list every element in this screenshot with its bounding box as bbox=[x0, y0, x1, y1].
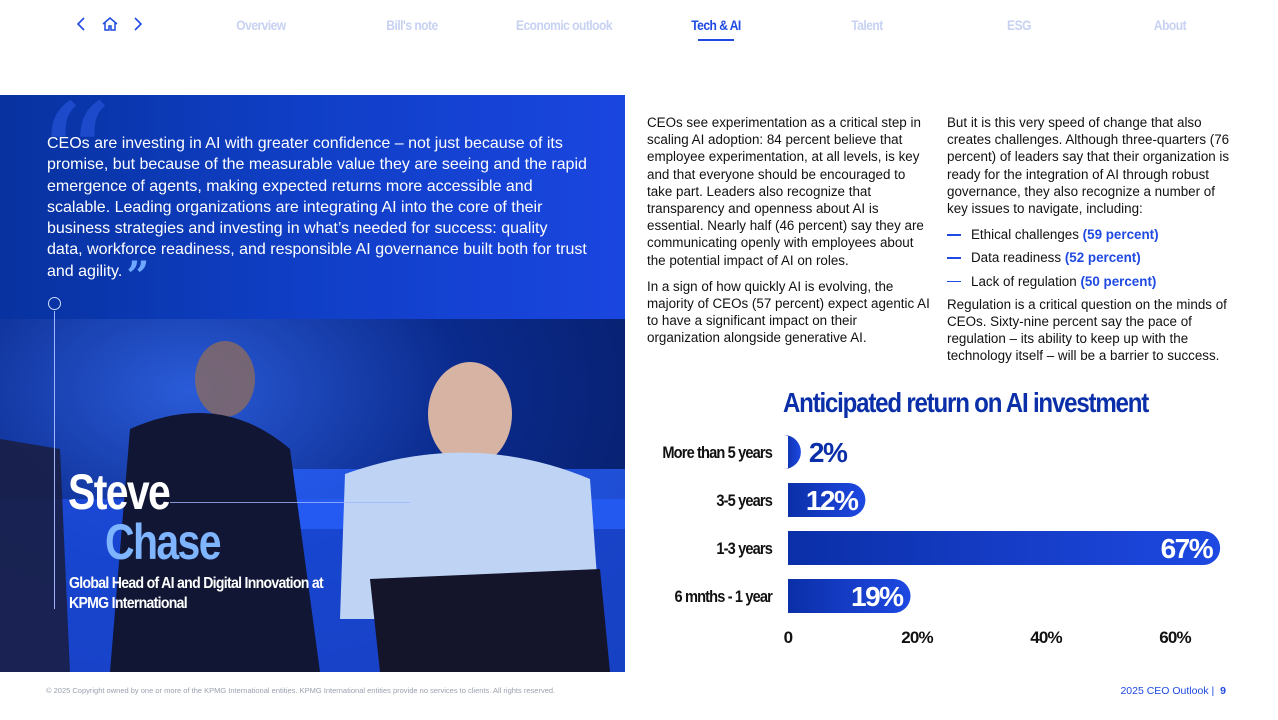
category-label: 3-5 years bbox=[716, 492, 772, 511]
paragraph: But it is this very speed of change that also creates challenges. Although three-quarters (76 percent) of leaders say that their organization is ready for the integration of AI through robust governance, they also recognize a number of key issues to navigate, including: bbox=[947, 115, 1230, 217]
issue-value: (59 percent) bbox=[1082, 227, 1159, 243]
body-column-1 bbox=[647, 114, 932, 356]
x-tick-label: 20% bbox=[901, 628, 933, 647]
open-quote-icon: “ bbox=[36, 95, 113, 247]
issue-value: (50 percent) bbox=[1080, 273, 1157, 289]
tab-overview[interactable]: Overview bbox=[236, 17, 286, 33]
quote-body: CEOs are investing in AI with greater confidence – not just because of its promise, but because of the measurable value they are seeing and the rapid emergence of agents, making expected returns more accessible and scalable. Leading organizations are integrating AI into the core of their business strategies and investing in what’s needed for success: quality data, workforce readiness, and responsible AI governance built both for trust and agility. bbox=[47, 135, 587, 280]
paragraph: In a sign of how quickly AI is evolving, the majority of CEOs (57 percent) expect agentic AI to have a significant impact on their organization alongside generative AI. bbox=[647, 278, 930, 346]
tab-bills-note[interactable]: Bill's note bbox=[386, 17, 438, 33]
issue-label: Lack of regulation bbox=[971, 273, 1077, 289]
quote-panel bbox=[0, 95, 625, 672]
close-quote-icon: ” bbox=[126, 252, 150, 300]
data-label: 12% bbox=[805, 485, 858, 516]
tab-esg[interactable]: ESG bbox=[1007, 17, 1031, 33]
tab-about[interactable]: About bbox=[1153, 17, 1187, 33]
pull-quote bbox=[47, 133, 587, 300]
timeline-circle bbox=[48, 297, 61, 310]
timeline-line bbox=[54, 311, 55, 609]
body-column-2 bbox=[947, 114, 1232, 374]
paragraph: Regulation is a critical question on the minds of CEOs. Sixty-nine percent say the pace of regulation – its ability to keep up with the technology itself – will be a barrier to success. bbox=[947, 296, 1227, 364]
return-on-ai-chart bbox=[640, 425, 1240, 650]
data-label: 2% bbox=[808, 437, 847, 468]
top-nav bbox=[0, 0, 1278, 52]
home-icon[interactable] bbox=[100, 14, 120, 34]
report-name[interactable]: 2025 CEO Outlook bbox=[1120, 685, 1209, 697]
category-label: More than 5 years bbox=[662, 444, 772, 463]
speaker-last-name: Chase bbox=[105, 514, 220, 570]
paragraph: CEOs see experimentation as a critical step in scaling AI adoption: 84 percent believe that employee experimentation, at all levels, is key and that everyone should be encouraged to take part. Leaders also recognize that transparency and openness about AI is essential. Nearly half (46 percent) say they are communicating openly with employees about the potential impact of AI on roles. bbox=[647, 115, 924, 268]
issue-label: Data readiness bbox=[971, 250, 1062, 266]
data-label: 67% bbox=[1160, 533, 1213, 564]
chevron-left-icon[interactable] bbox=[72, 14, 92, 34]
page-number: 9 bbox=[1220, 685, 1226, 697]
list-item bbox=[947, 226, 1232, 243]
tab-tech-ai[interactable]: Tech & AI bbox=[660, 17, 772, 33]
copyright-notice: © 2025 Copyright owned by one or more of the KPMG International entities. KPMG International entities provide no services to clients. All rights reserved. bbox=[46, 686, 556, 695]
footer-separator: | bbox=[1211, 685, 1215, 697]
data-label: 19% bbox=[851, 581, 903, 612]
bar bbox=[784, 435, 801, 469]
chevron-right-icon[interactable] bbox=[127, 14, 147, 34]
divider-line bbox=[170, 502, 410, 503]
chart-title: Anticipated return on AI investment bbox=[783, 387, 1149, 418]
issues-list bbox=[947, 226, 1232, 290]
x-tick-label: 0 bbox=[783, 628, 793, 647]
bar bbox=[788, 531, 1220, 565]
issue-label: Ethical challenges bbox=[971, 227, 1079, 243]
category-label: 6 mnths - 1 year bbox=[674, 588, 772, 607]
list-item bbox=[947, 249, 1232, 266]
category-label: 1-3 years bbox=[716, 540, 772, 559]
tab-economic-outlook[interactable]: Economic outlook bbox=[515, 17, 613, 33]
speaker-title: Global Head of AI and Digital Innovation at KPMG International bbox=[69, 575, 323, 612]
page-footer bbox=[1120, 685, 1226, 697]
list-item bbox=[947, 273, 1232, 290]
issue-value: (52 percent) bbox=[1064, 250, 1141, 266]
x-tick-label: 40% bbox=[1030, 628, 1062, 647]
x-tick-label: 60% bbox=[1159, 628, 1191, 647]
speaker-first-name: Steve bbox=[68, 464, 170, 520]
tab-talent[interactable]: Talent bbox=[851, 17, 883, 33]
